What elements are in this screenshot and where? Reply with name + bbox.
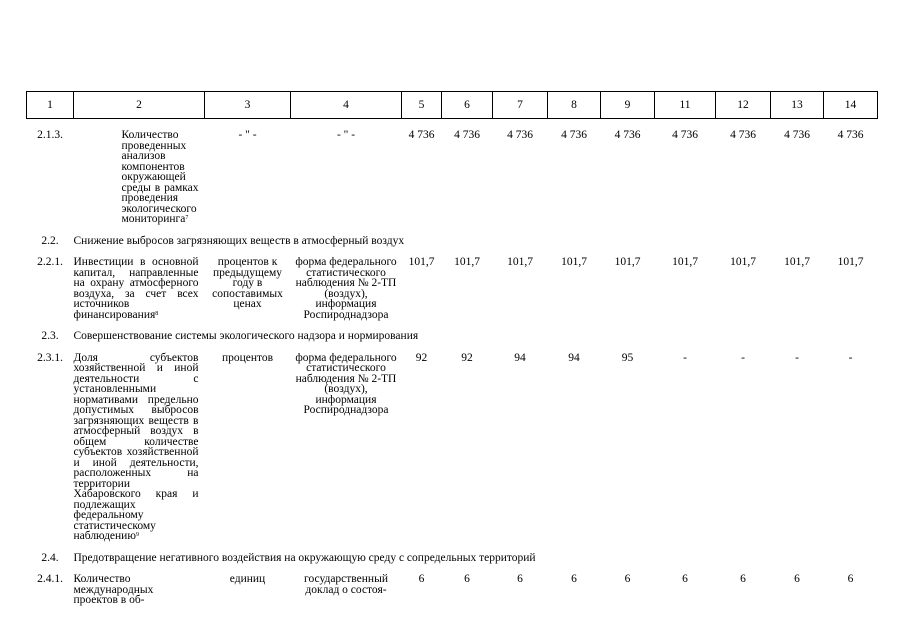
section-row [27,236,878,247]
value-cell: 6 [571,573,577,585]
value-cell: 4 736 [507,129,533,141]
value-cell: 4 736 [454,129,480,141]
section-code: 2.2. [41,234,59,247]
column-number-header: 11 [655,92,716,119]
value-cell: 6 [847,573,854,585]
section-title: Совершенствование системы экологического надзора и нормирования [73,330,419,342]
footnote-mark: 7 [185,215,189,221]
column-number-header: 9 [601,92,655,119]
column-number-header: 2 [74,92,205,119]
row-code: 2.4.1. [37,573,63,585]
value-cell: 92 [415,351,428,364]
value-cell: 6 [794,573,800,585]
footnote-mark: 8 [155,310,159,317]
section-row [27,553,878,564]
value-cell: 4 736 [408,129,435,141]
table-row [27,257,878,320]
column-number-header: 1 [27,92,74,119]
column-number-header: 5 [402,92,442,119]
value-cell: 4 736 [784,129,810,141]
source-cell: - " - [336,129,356,141]
value-cell: 4 736 [614,129,641,141]
value-cell: 6 [740,573,746,585]
indicator-name [74,574,205,606]
section-code: 2.4. [41,551,59,564]
footnote-mark: 9 [135,532,139,538]
source-cell: государственный доклад о состоя- [304,573,388,596]
value-cell: 92 [461,351,473,364]
indicator-name [74,257,205,320]
value-cell: - [741,351,745,364]
row-code: 2.1.3. [37,129,63,141]
value-cell: 4 736 [561,129,587,141]
value-cell: 4 736 [730,129,756,141]
value-cell: 6 [624,573,631,585]
value-cell: - [848,351,853,364]
source-cell: форма федерального статистического наблюдения № 2-ТП (воздух), информация Роспироднадзора [295,351,397,416]
table-row [27,574,878,606]
indicator-name-text: Инвестиции в основной капитал, направленные на охрану атмосферного воздуха, за счет всех источников финансирования [73,256,199,321]
unit-cell: - " - [238,129,257,141]
column-number-header: 3 [205,92,291,119]
value-cell: 101,7 [614,256,641,268]
indicator-name-text: Количество проведенных анализов компонентов окружающей среды в рамках проведения экологического мониторинга [121,129,199,225]
source-cell: форма федерального статистического наблюдения № 2-ТП (воздух), информация Роспироднадзора [295,256,397,321]
value-cell: 94 [568,351,580,364]
column-number-header: 14 [824,92,878,119]
value-cell: 101,7 [507,256,533,268]
value-cell: 101,7 [408,256,435,268]
row-code: 2.2.1. [37,256,63,268]
value-cell: 6 [517,573,523,585]
column-number-header: 6 [442,92,493,119]
value-cell: 6 [682,573,688,585]
column-number-header: 8 [548,92,601,119]
value-cell: 101,7 [561,256,587,268]
value-cell: 95 [621,351,634,364]
value-cell: 6 [418,573,425,585]
value-cell: 4 736 [837,129,864,141]
column-number-header: 4 [291,92,402,119]
indicator-name-text: Доля субъектов хозяйственной и иной деятельности с установленными нормативами предельно допустимых выбросов загрязняющих веществ в атмосферный воздух в общем количестве субъектов хозяйственной и иной деятельности, расположенных на территории Хабаровского края и подлежащих федеральному статистическому наблюдению [73,351,199,542]
value-cell: 6 [464,573,470,585]
row-code: 2.3.1. [37,351,63,364]
indicator-name [74,353,205,542]
column-number-header: 13 [771,92,824,119]
indicator-name [74,130,205,225]
unit-cell: процентов к предыдущему году в сопоставимых ценах [212,256,283,310]
section-code: 2.3. [41,330,59,342]
indicator-name-text: Количество международных проектов в об- [73,573,154,606]
column-number-header: 7 [493,92,548,119]
table-row [27,130,878,225]
value-cell: 4 736 [672,129,698,141]
indicators-table [26,91,878,606]
header-row [27,92,878,119]
section-title: Предотвращение негативного воздействия на окружающую среду с сопредельных территорий [73,551,536,564]
value-cell: 94 [514,351,526,364]
value-cell: 101,7 [672,256,698,268]
column-number-header: 12 [716,92,771,119]
value-cell: 101,7 [784,256,810,268]
value-cell: 101,7 [730,256,756,268]
section-row [27,331,878,342]
value-cell: - [683,351,687,364]
value-cell: 101,7 [454,256,480,268]
section-title: Снижение выбросов загрязняющих веществ в атмосферный воздух [73,234,405,247]
value-cell: 101,7 [837,256,864,268]
table-row [27,353,878,542]
value-cell: - [795,351,799,364]
unit-cell: единиц [229,573,266,585]
unit-cell: процентов [221,351,274,364]
